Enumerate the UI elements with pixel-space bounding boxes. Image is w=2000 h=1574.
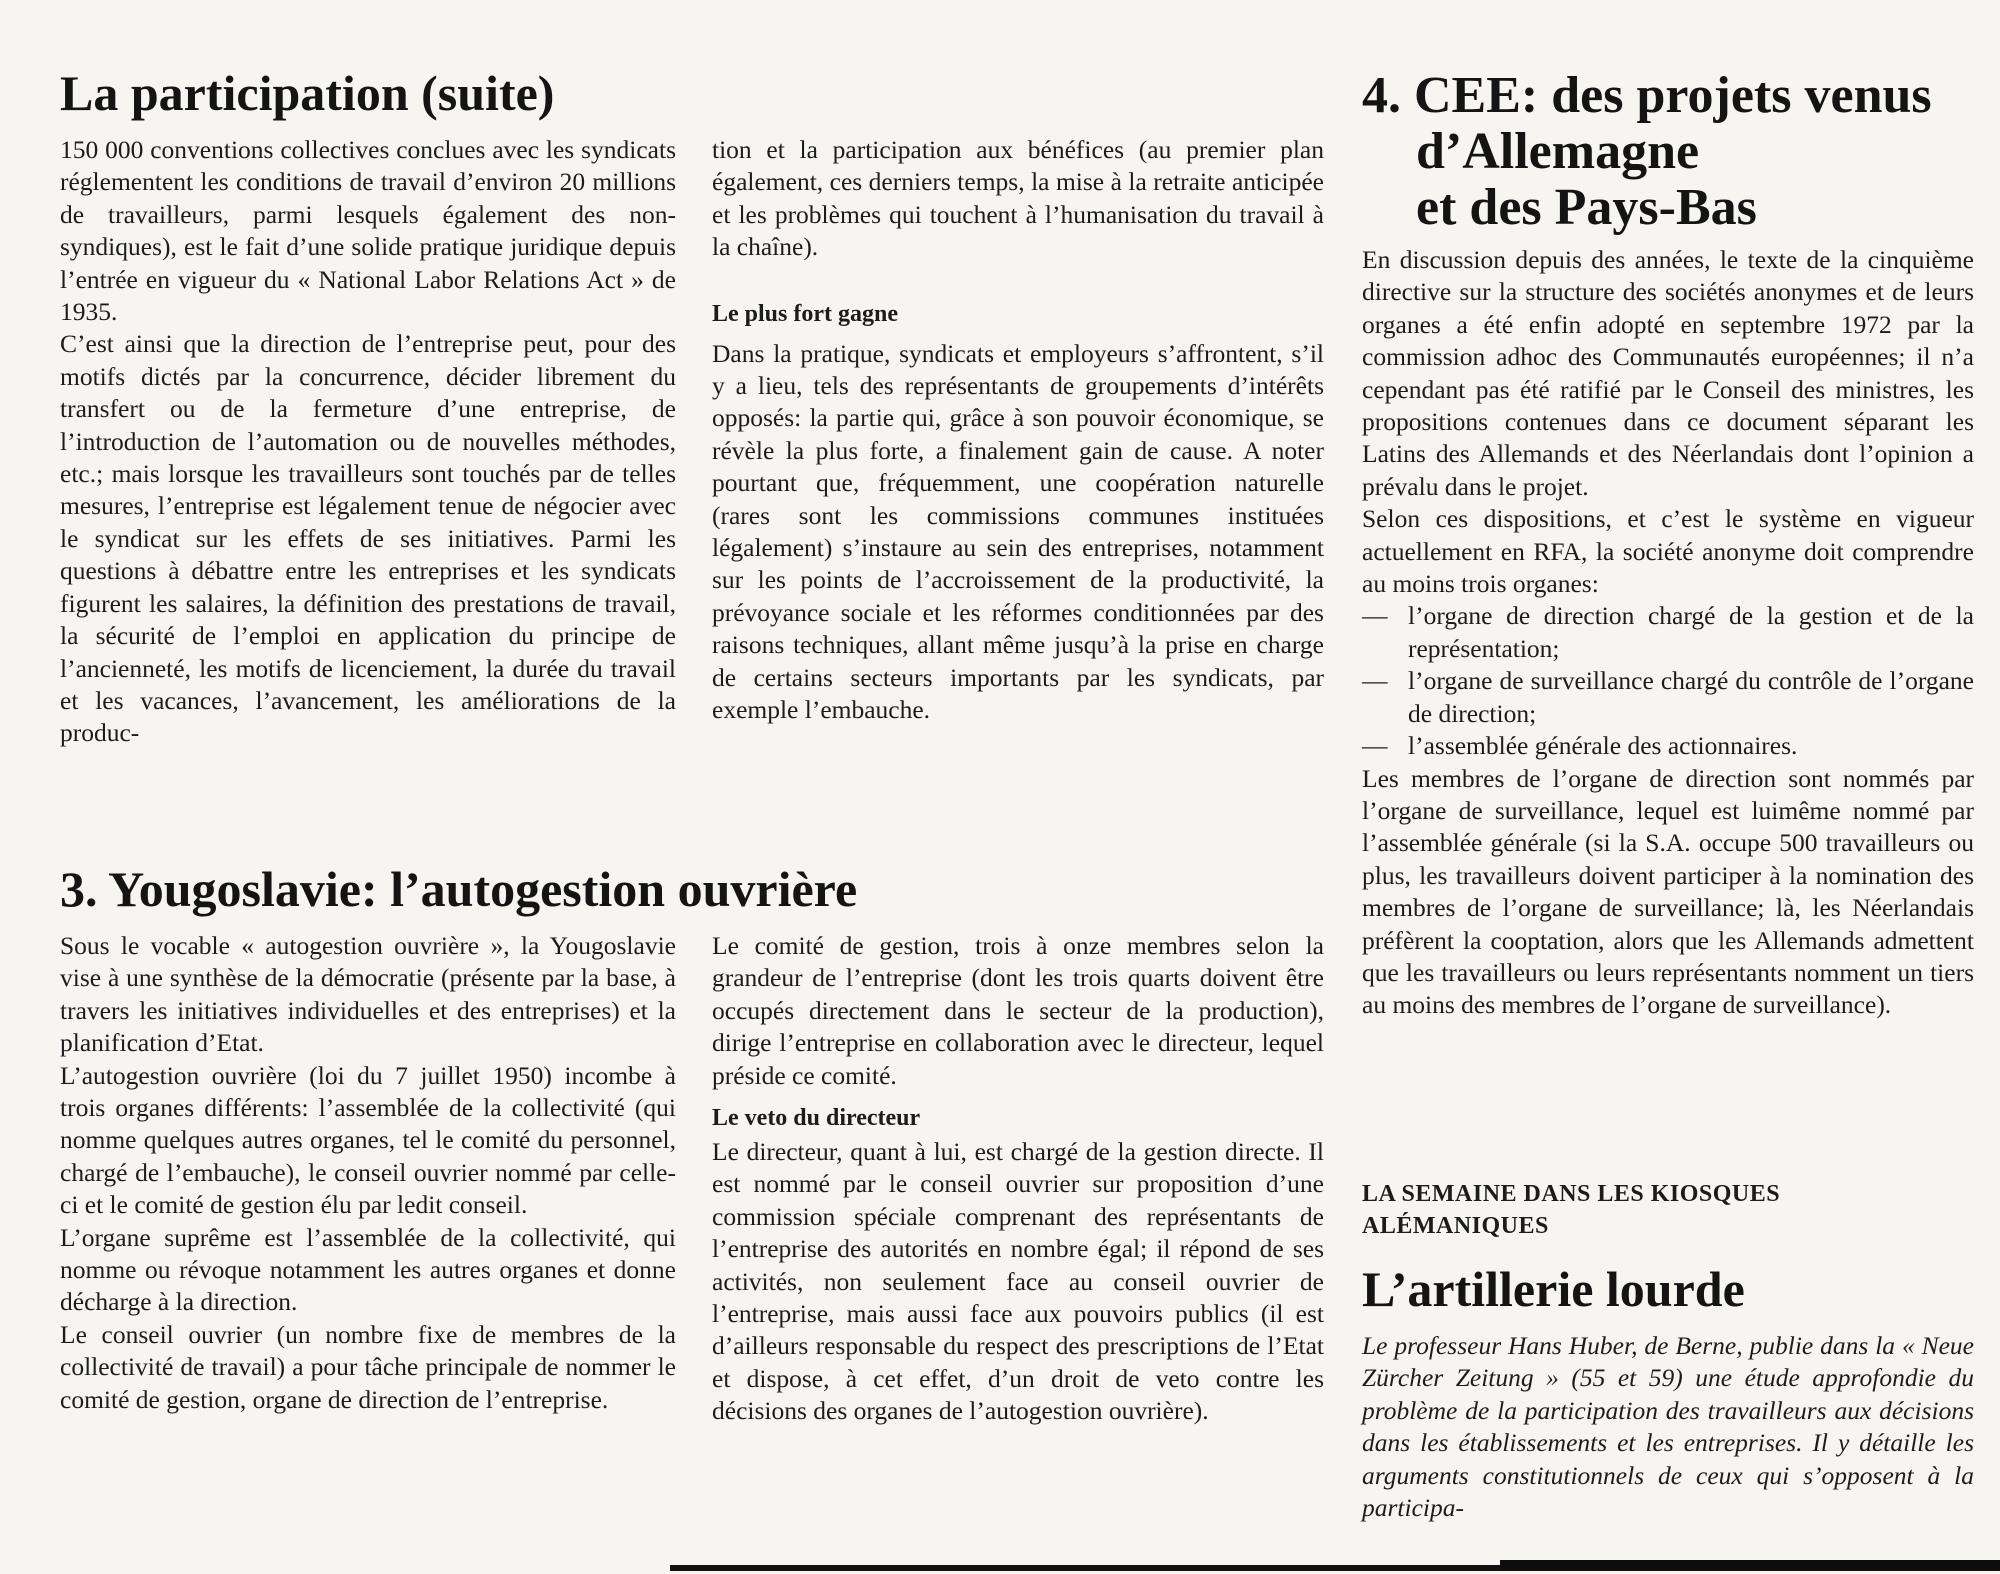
- dash-bullet: —: [1362, 731, 1388, 761]
- paragraph: L’organe suprême est l’assemblée de la collectivité, qui nomme ou révoque notamment les autres organes et donne décharge à la direction.: [60, 1222, 676, 1317]
- list-item: [1362, 665, 1974, 730]
- paragraph: Selon ces dispositions, et c’est le système en vigueur actuellement en RFA, la société anonyme doit comprendre au moins trois organes:: [1362, 504, 1974, 599]
- kicker-line: ALÉMANIQUES: [1362, 1213, 1549, 1239]
- dash-bullet: —: [1362, 601, 1388, 631]
- paragraph: Sous le vocable « autogestion ouvrière », la Yougoslavie vise à une synthèse de la démocratie (présente par la base, à travers les initiatives individuelles et des entreprises) et la planification d’Etat.: [60, 931, 676, 1058]
- list-item-text: l’organe de direction chargé de la gestion et de la représentation;: [1408, 601, 1974, 663]
- paragraph: En discussion depuis des années, le texte de la cinquième directive sur la structure des sociétés anonymes et de leurs organes a été enfin adopté en septembre 1972 par la commission adhoc des Communautés européennes; il n’a cependant pas été ratifié par le Conseil des ministres, les propositions contenues dans ce document séparant les Latins des Allemands et des Néerlandais dont l’opinion a prévalu dans le projet.: [1362, 245, 1974, 501]
- paragraph: Dans la pratique, syndicats et employeurs s’affrontent, s’il y a lieu, tels des représentants de groupements d’intérêts opposés: la partie qui, grâce à son pouvoir économique, se révèle la plus forte, a finalement gain de cause. A noter pourtant que, fréquemment, une coopération naturelle (rares sont les commissions communes instituées légalement) s’instaure au sein des entreprises, notamment sur les points de l’accroissement de la productivité, la prévoyance sociale et les réformes conditionnées par des raisons techniques, allant même jusqu’à la prise en charge de certains secteurs importants par les syndicats, par exemple l’embauche.: [712, 338, 1324, 725]
- subheading-plus-fort-gagne: Le plus fort gagne: [712, 300, 898, 327]
- list-item-text: l’organe de surveillance chargé du contrôle de l’organe de direction;: [1408, 666, 1974, 728]
- list-item: [1362, 600, 1974, 665]
- bottom-rule-thick: [1500, 1560, 2000, 1570]
- lead-paragraph: Le professeur Hans Huber, de Berne, publie dans la « Neue Zürcher Zeitung » (55 et 59) une étude approfondie du problème de la participation des travailleurs aux décisions dans les établissements et les entreprises. Il y détaille les arguments constitutionnels de ceux qui s’opposent à la participa-: [1362, 1331, 1974, 1523]
- article-title-cee: 4. CEE: des projets venus: [1362, 67, 1932, 124]
- yougoslavie-column-2: [712, 930, 1324, 1428]
- subheading-veto-directeur: Le veto du directeur: [712, 1105, 921, 1132]
- kiosques-lead: [1362, 1330, 1974, 1524]
- cee-title-block: [1362, 68, 1992, 236]
- article-title-artillerie: L’artillerie lourde: [1362, 1261, 1745, 1317]
- paragraph-continuation: tion et la participation aux bénéfices (au premier plan également, ces derniers temps, la mise à la retraite anticipée et les problèmes qui touchent à l’humanisation du travail à la chaîne).: [712, 135, 1324, 262]
- article-title-yougoslavie: 3. Yougoslavie: l’autogestion ouvrière: [60, 861, 858, 917]
- list-item-text: l’assemblée générale des actionnaires.: [1408, 731, 1798, 761]
- participation-column-1: [60, 134, 676, 750]
- paragraph: Le conseil ouvrier (un nombre fixe de membres de la collectivité de travail) a pour tâche principale de nommer le comité de gestion, organe de direction de l’entreprise.: [60, 1319, 676, 1414]
- paragraph: Les membres de l’organe de direction sont nommés par l’organe de surveillance, lequel est luimême nommé par l’assemblée générale (si la S.A. occupe 500 travailleurs ou plus, les travailleurs doivent participer à la nomination des membres de l’organe de surveillance; là, les Néerlandais préfèrent la cooptation, alors que les Allemands admettent que les travailleurs ou leurs représentants nomment un tiers au moins des membres de l’organe de surveillance).: [1362, 763, 1974, 1020]
- cee-column: [1362, 244, 1974, 1022]
- paragraph: Le directeur, quant à lui, est chargé de la gestion directe. Il est nommé par le conseil ouvrier sur proposition d’une commission spéciale comprenant des représentants de l’entreprise des autorités en nombre égal; il répond de ses activités, non seulement face au conseil ouvrier de l’entreprise, mais aussi face aux pouvoirs publics (il est d’ailleurs responsable du respect des prescriptions de l’Etat et dispose, à cet effet, d’un droit de veto contre les décisions des organes de l’autogestion ouvrière).: [712, 1137, 1324, 1426]
- paragraph: 150 000 conventions collectives conclues avec les syndicats réglementent les conditions de travail d’environ 20 millions de travailleurs, parmi lesquels également des non-syndiques), est le fait d’une solide pratique juridique depuis l’entrée en vigueur du « National Labor Relations Act » de 1935.: [60, 135, 676, 327]
- list-item: [1362, 730, 1974, 762]
- kiosques-kicker: [1362, 1178, 1974, 1242]
- paragraph: Le comité de gestion, trois à onze membres selon la grandeur de l’entreprise (dont les trois quarts doivent être occupés directement dans le secteur de la production), dirige l’entreprise en collaboration avec le directeur, lequel préside ce comité.: [712, 931, 1324, 1090]
- paragraph: L’autogestion ouvrière (loi du 7 juillet 1950) incombe à trois organes différents: l’assemblée de la collectivité (qui nomme quelques autres organes, tel le comité du personnel, chargé de l’embauche), le conseil ouvrier nommé par celle-ci et le comité de gestion élu par ledit conseil.: [60, 1060, 676, 1220]
- yougoslavie-column-1: [60, 930, 676, 1416]
- article-title-cee-line2: d’Allemagne: [1416, 123, 1700, 181]
- kicker-line: LA SEMAINE DANS LES KIOSQUES: [1362, 1181, 1781, 1207]
- participation-column-2: [712, 134, 1324, 727]
- paragraph: C’est ainsi que la direction de l’entreprise peut, pour des motifs dictés par la concurrence, décider librement du transfert ou de la fermeture d’une entreprise, de l’introduction de l’automation ou de nouvelles méthodes, etc.; mais lorsque les travailleurs sont touchés par de telles mesures, l’entreprise est légalement tenue de négocier avec le syndicat sur les effets de ses initiatives. Parmi les questions à débattre entre les entreprises et les syndicats figurent les salaires, la définition des prestations de travail, la sécurité de l’emploi en application du principe de l’ancienneté, les motifs de licenciement, la durée du travail et les vacances, l’avancement, les améliorations de la produc-: [60, 329, 676, 748]
- article-title-cee-line3: et des Pays-Bas: [1416, 179, 1757, 237]
- article-title-participation: La participation (suite): [60, 65, 555, 121]
- dash-bullet: —: [1362, 666, 1388, 696]
